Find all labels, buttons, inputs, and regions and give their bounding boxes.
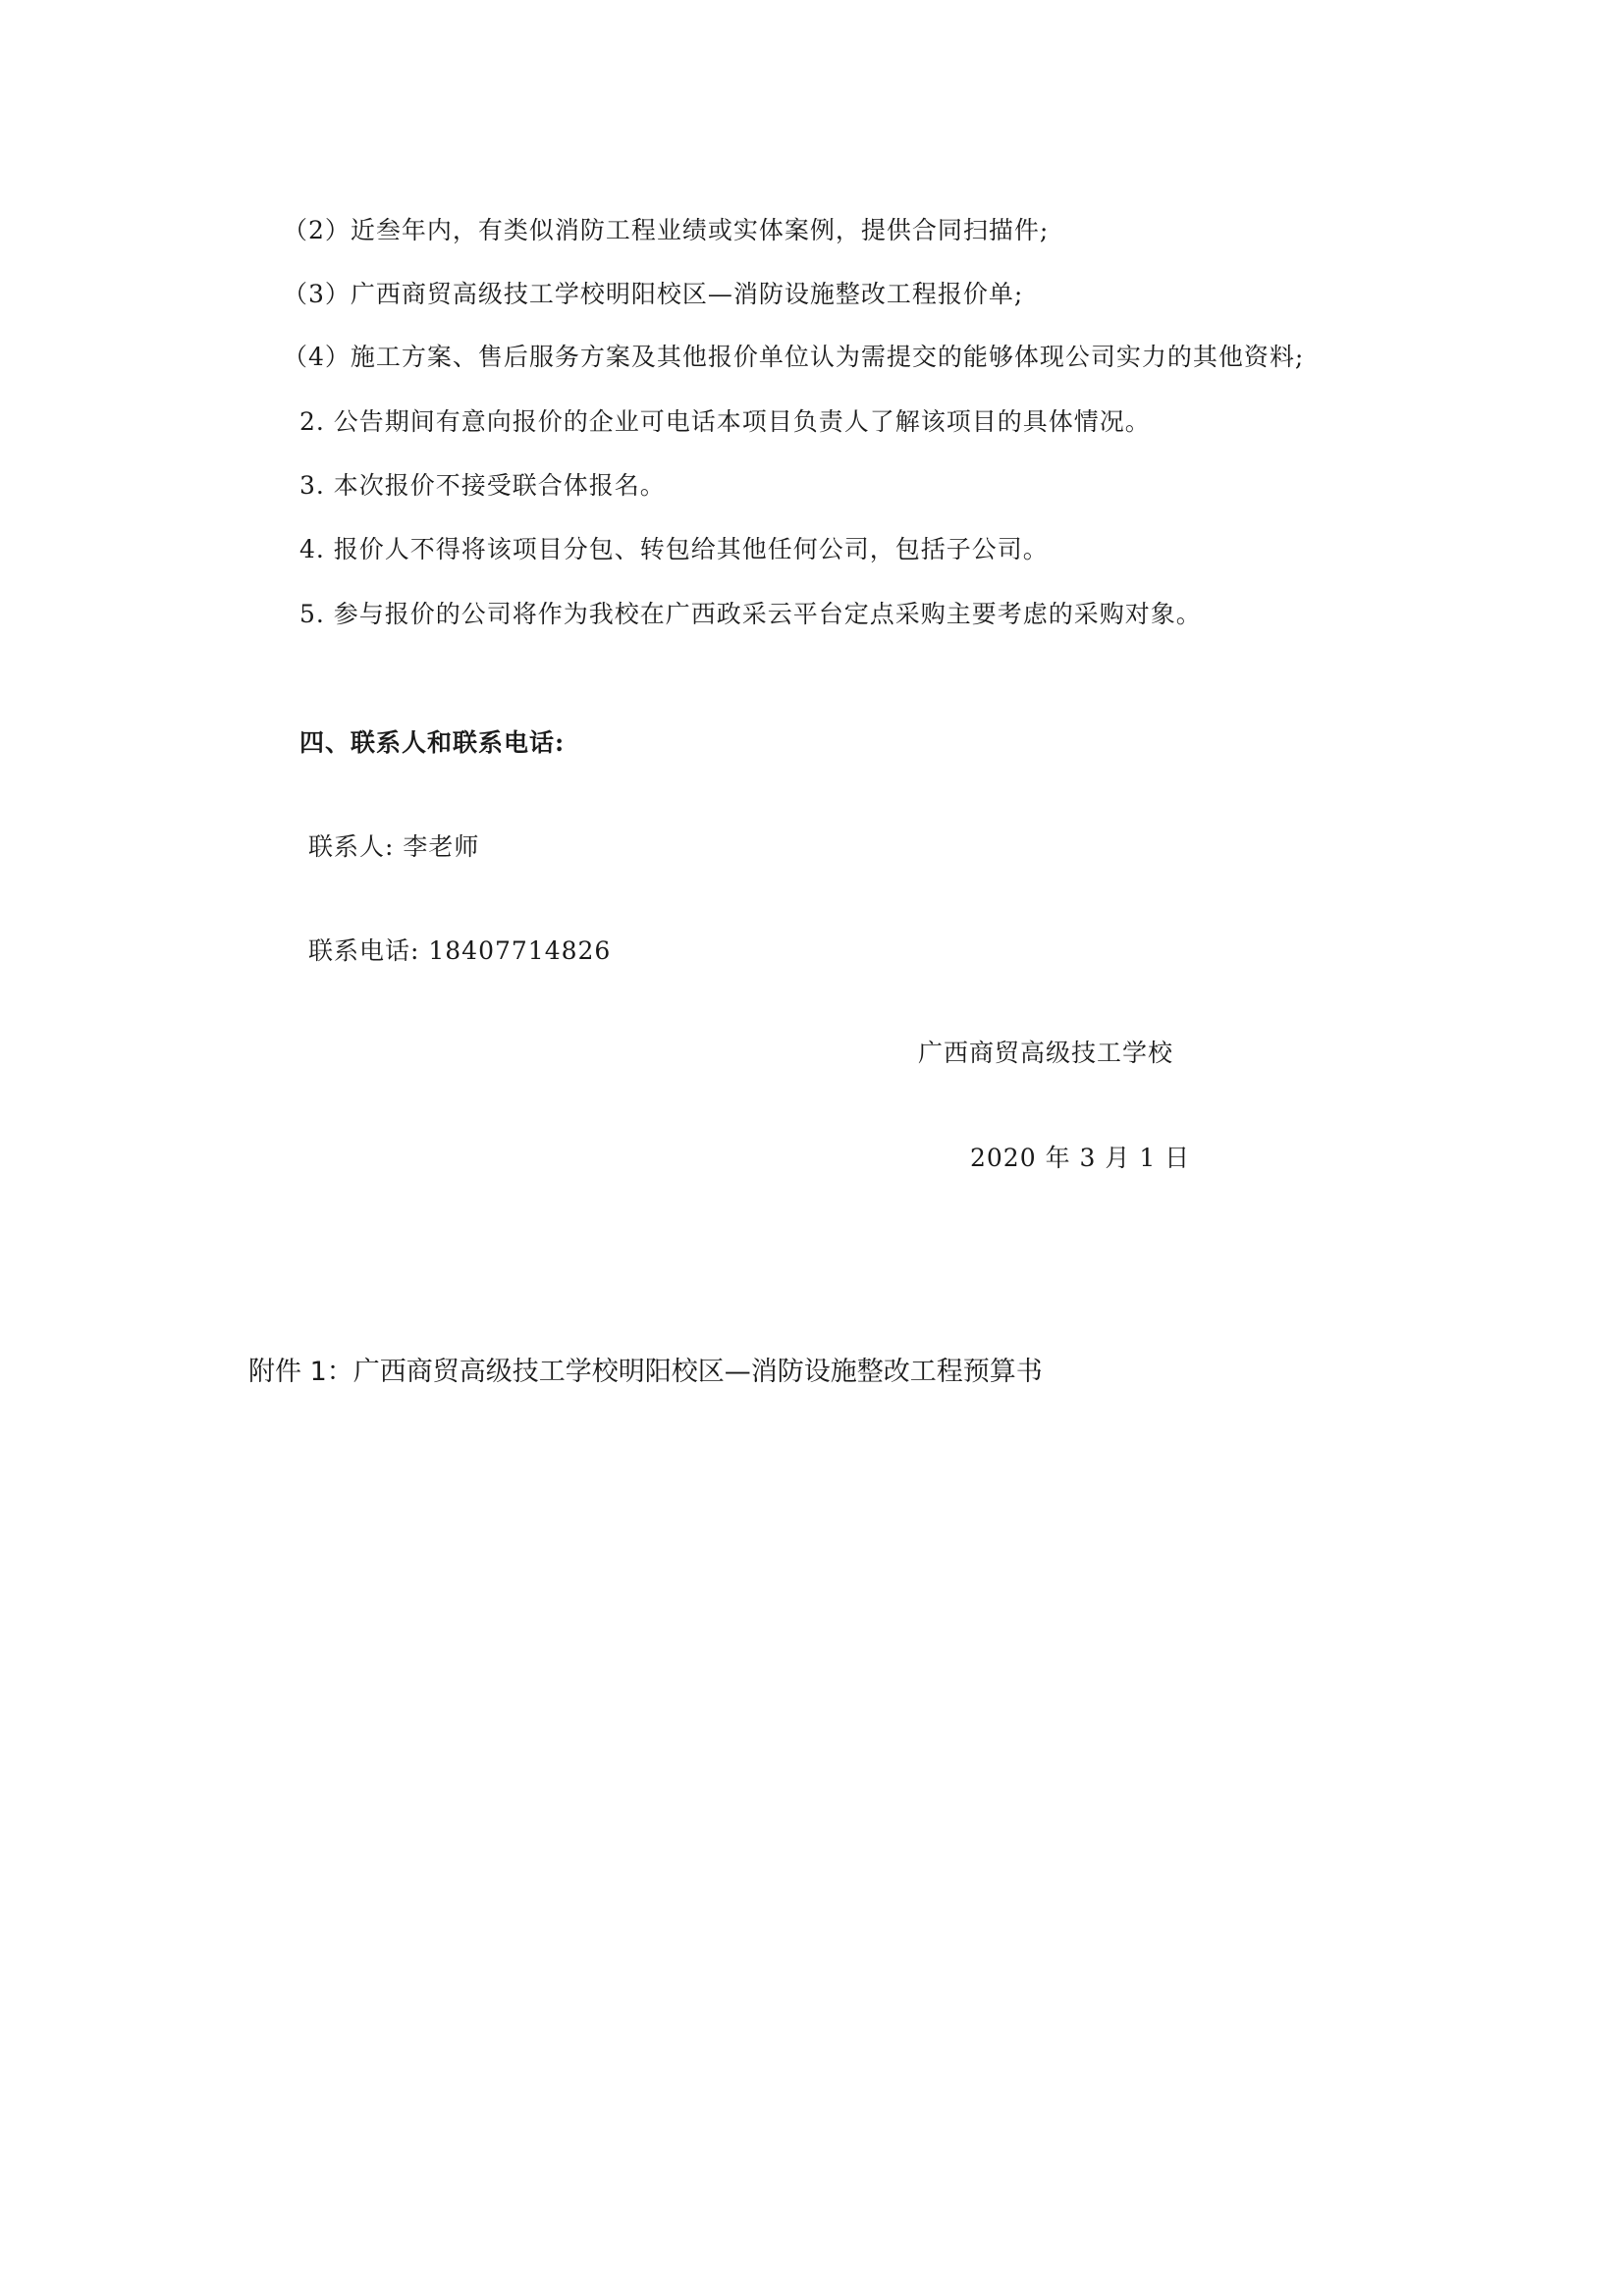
signature-date: 2020 年 3 月 1 日	[970, 1144, 1191, 1172]
requirement-item-3: （3）广西商贸高级技工学校明阳校区—消防设施整改工程报价单;	[283, 280, 1024, 308]
note-item-3: 3. 本次报价不接受联合体报名。	[299, 471, 666, 500]
note-item-2: 2. 公告期间有意向报价的企业可电话本项目负责人了解该项目的具体情况。	[299, 407, 1151, 436]
note-item-4: 4. 报价人不得将该项目分包、转包给其他任何公司，包括子公司。	[299, 535, 1049, 563]
contact-person: 联系人: 李老师	[308, 832, 480, 861]
contact-phone: 联系电话: 18407714826	[308, 936, 612, 965]
requirement-item-2: （2）近叁年内，有类似消防工程业绩或实体案例，提供合同扫描件;	[283, 216, 1050, 244]
attachment-title: 附件 1：广西商贸高级技工学校明阳校区—消防设施整改工程预算书	[248, 1357, 1043, 1387]
contact-heading: 四、联系人和联系电话:	[299, 728, 566, 757]
requirement-item-4: （4）施工方案、售后服务方案及其他报价单位认为需提交的能够体现公司实力的其他资料;	[283, 343, 1305, 371]
signature-org: 广西商贸高级技工学校	[918, 1039, 1174, 1067]
note-item-5: 5. 参与报价的公司将作为我校在广西政采云平台定点采购主要考虑的采购对象。	[299, 600, 1202, 628]
